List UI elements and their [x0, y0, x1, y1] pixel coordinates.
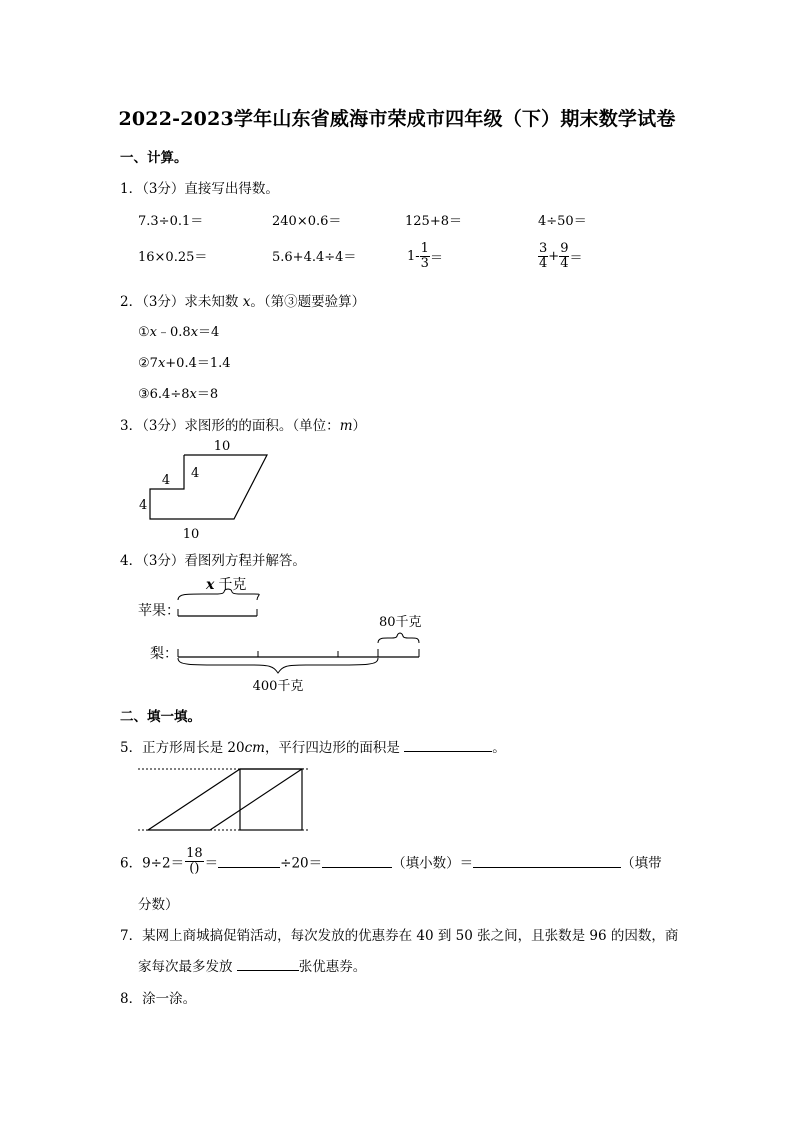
question-6-continuation: 分数） [138, 897, 179, 913]
question-6-line: 6．9÷2＝ $\frac{18}{()}$ ＝ ÷20＝ （填小数）＝ （填带 [120, 846, 662, 876]
page-title: 2022-2023学年山东省威海市荣成市四年级（下）期末数学试卷 [118, 108, 676, 130]
apple-label-text: 苹果： [138, 603, 180, 619]
calc-item: 125+8＝ [405, 214, 462, 229]
calc-item: 240×0.6＝ [272, 214, 342, 229]
question-4-label: 4．（3分）看图列方程并解答。 [120, 553, 306, 569]
equation-2: ②7x+0.4＝1.4 [138, 356, 231, 371]
question-2-label: 2．（3分）求未知数 x。（第③题要验算） [120, 294, 366, 310]
answer-blank[interactable] [218, 855, 280, 868]
calc-item: 7.3÷0.1＝ [138, 214, 204, 229]
extra-label: 80千克 [379, 615, 422, 630]
answer-blank[interactable] [322, 855, 392, 868]
question-5-label: 5．正方形周长是 20cm，平行四边形的面积是 。 [120, 740, 506, 756]
area-figure [130, 432, 290, 544]
answer-blank[interactable] [237, 958, 299, 971]
total-label: 400千克 [252, 679, 304, 694]
equation-1: ①x﹣0.8x＝4 [138, 325, 220, 340]
equation-3: ③6.4÷8x＝8 [138, 387, 219, 402]
label-step-height: 4 [191, 466, 200, 481]
question-7-line-1: 7．某网上商城搞促销活动，每次发放的优惠券在 40 到 50 张之间，且张数是 96 的因数，商 [120, 928, 679, 944]
calc-item: 5.6+4.4÷4＝ [272, 250, 357, 265]
line-diagram [130, 570, 440, 698]
label-bottom: 10 [182, 527, 200, 542]
question-7-line-2: 家每次最多发放 张优惠券。 [138, 959, 367, 975]
calc-item: 16×0.25＝ [138, 250, 208, 265]
label-left: 4 [139, 498, 148, 513]
apple-x-label: x 千克 [206, 577, 247, 593]
section-heading-2: 二、填一填。 [120, 709, 201, 725]
section-heading-1: 一、计算。 [120, 150, 188, 166]
square [240, 769, 302, 830]
square-parallelogram-figure [136, 762, 316, 836]
question-1-label: 1．（3分）直接写出得数。 [120, 181, 279, 197]
answer-blank[interactable] [404, 739, 492, 752]
calc-item-fraction-a: 1- $\frac{1}{3}$ ＝ [407, 241, 443, 271]
label-step-width: 4 [161, 473, 171, 488]
extra-brace [378, 633, 419, 643]
label-top: 10 [213, 439, 231, 454]
calc-item-fraction-b: $\frac{3}{4}$ + $\frac{9}{4}$ ＝ [539, 241, 583, 271]
total-brace [178, 658, 378, 673]
parallelogram [148, 769, 302, 830]
question-3-label: 3．（3分）求图形的的面积。（单位：m） [120, 418, 366, 434]
answer-blank[interactable] [473, 855, 621, 868]
calc-item: 4÷50＝ [538, 214, 587, 229]
question-8-label: 8．涂一涂。 [120, 991, 197, 1007]
pear-label: 梨： [150, 646, 178, 662]
